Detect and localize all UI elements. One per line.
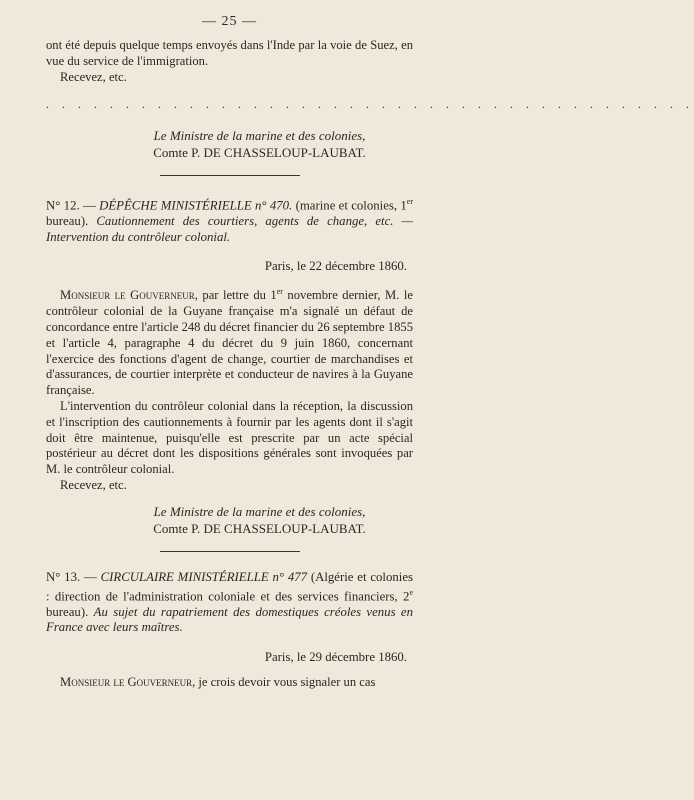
doc13-body-1 xyxy=(46,675,413,691)
ellipsis-separator: . . . . . . . . . . . . . . . . . . . . . . . . . . . . . . . . . . . . . . . . . xyxy=(46,97,694,112)
doc13-type: CIRCULAIRE MINISTÉRIELLE xyxy=(100,569,269,584)
signature-title-1: Le Ministre de la marine et des colonies, xyxy=(153,128,366,144)
doc12-body1-a: , par lettre du 1 xyxy=(194,288,277,303)
intro-paragraph: ont été depuis quelque temps envoyés dans l'Inde par la voie de Suez, en vue du service de l'immigration. xyxy=(46,38,413,68)
doc12-salutation: Monsieur le Gouverneur xyxy=(60,288,195,303)
signature-name-2: Comte P. DE CHASSELOUP-LAUBAT. xyxy=(153,520,366,536)
signature-name-1: Comte P. DE CHASSELOUP-LAUBAT. xyxy=(153,145,366,161)
doc12-subject: Cautionnement des courtiers, agents de change, etc. — Intervention du contrôleur colonial. xyxy=(46,214,413,244)
doc12-body1-b: novembre dernier, M. le contrôleur colonial de la Guyane française m'a signalé un défaut de concordance entre l'article 248 du décret financier du 26 septembre 1855 et l'article 4, paragraphe 4 du décret du 9 juin 1860, concernant l'exercice des fonctions d'agent de change, courtier de marchandises et d'assurances, de courtier interprète et conducteur de navires à la Guyane française. xyxy=(46,288,413,398)
page-number: — 25 — xyxy=(202,14,257,29)
doc12-salutation-close: Recevez, etc. xyxy=(60,477,127,492)
doc13-dash: — xyxy=(80,569,101,584)
doc13-salutation: Monsieur le Gouverneur xyxy=(60,674,193,689)
section-divider-2 xyxy=(160,551,300,552)
doc13-rest: (Algérie et colonies : direction de l'administration coloniale et des services financiers, 2 xyxy=(46,569,413,604)
doc12-type: DÉPÊCHE MINISTÉRIELLE xyxy=(99,198,252,213)
doc12-rest2: bureau). xyxy=(46,214,97,229)
doc12-date: Paris, le 22 décembre 1860. xyxy=(264,259,407,274)
section-divider-1 xyxy=(160,175,300,176)
doc13-date: Paris, le 29 décembre 1860. xyxy=(264,649,407,664)
doc13-subject: Au sujet du rapatriement des domestiques créoles venus en France avec leurs maîtres. xyxy=(46,604,413,635)
doc13-ref: n° 477 xyxy=(268,569,308,584)
doc12-number: N° 12. xyxy=(46,198,80,213)
doc12-heading xyxy=(46,194,413,245)
doc12-body-2: L'intervention du contrôleur colonial dans la réception, la discussion et l'inscription des cautionnements à fournir par les agents dont il s'agit doit être maintenue, puisqu'elle est prescrite par un acte spécial postérieur au décret dont les dispositions générales sont invoquées par M. le contrôleur colonial. xyxy=(46,398,413,477)
doc12-body1-sup: er xyxy=(276,287,283,297)
doc13-body1: , je crois devoir vous signaler un cas xyxy=(192,674,376,689)
doc13-sup: e xyxy=(409,588,413,598)
doc12-body-1 xyxy=(46,284,413,399)
doc12-rest: (marine et colonies, 1 xyxy=(292,198,407,213)
doc13-number: N° 13. xyxy=(46,569,81,584)
doc13-heading xyxy=(46,570,413,636)
doc12-sup: er xyxy=(406,197,414,207)
doc12-dash: — xyxy=(79,198,100,213)
intro-salutation: Recevez, etc. xyxy=(60,69,127,84)
signature-title-2: Le Ministre de la marine et des colonies, xyxy=(153,503,366,519)
doc12-ref: n° 470. xyxy=(251,198,293,213)
doc13-rest2: bureau). xyxy=(46,604,94,619)
